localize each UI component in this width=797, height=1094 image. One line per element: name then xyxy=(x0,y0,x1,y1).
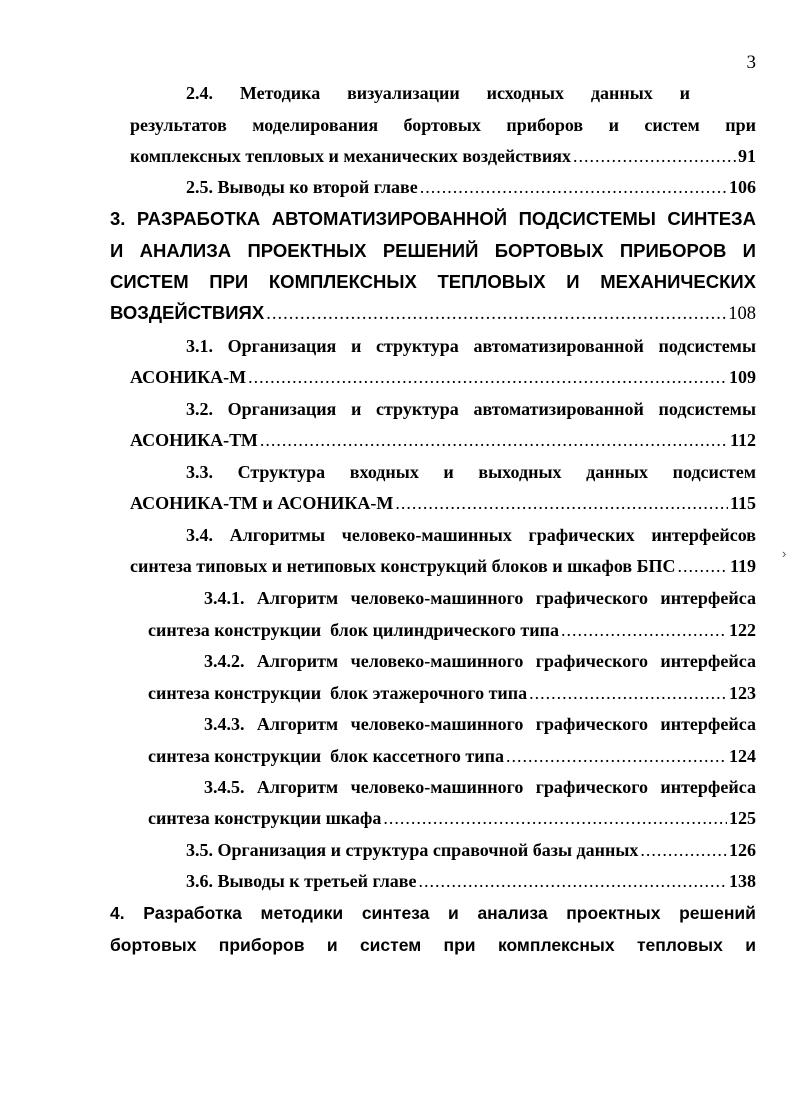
dot-leader xyxy=(640,837,727,863)
page-ref: 123 xyxy=(729,683,756,703)
toc-entry-3-4-2-line2[interactable] xyxy=(148,680,756,706)
toc-entry-3-4-2-line1 xyxy=(204,648,756,674)
toc-word: Организация xyxy=(227,399,337,419)
toc-word: структура xyxy=(376,336,459,356)
dot-leader xyxy=(383,805,727,831)
toc-word: и xyxy=(350,399,362,419)
dot-leader xyxy=(529,680,727,706)
toc-word: и xyxy=(745,935,756,955)
page-ref: 91 xyxy=(738,146,756,166)
toc-word: графического xyxy=(535,777,648,797)
dot-leader xyxy=(573,143,736,169)
page-ref: 119 xyxy=(729,556,756,576)
toc-word: и xyxy=(443,462,454,482)
toc-word: человеко-машинного xyxy=(350,714,524,734)
toc-chapter-3-line3 xyxy=(110,269,756,295)
page-ref: 126 xyxy=(729,840,756,860)
toc-word: визуализации xyxy=(347,83,460,103)
dot-leader xyxy=(419,868,727,894)
toc-word: синтеза xyxy=(361,903,430,923)
toc-word: КОМПЛЕКСНЫХ xyxy=(268,271,417,292)
toc-chapter-4-line1 xyxy=(110,900,756,926)
toc-word: ПОДСИСТЕМЫ xyxy=(518,208,656,229)
page-ref: 124 xyxy=(729,746,756,766)
toc-word: и xyxy=(448,903,459,923)
toc-chapter-3-line4[interactable] xyxy=(110,300,756,326)
toc-word: 3.4.5. xyxy=(204,777,245,797)
toc-word: анализа xyxy=(477,903,548,923)
toc-word: человеко-машинного xyxy=(350,651,524,671)
toc-word: исходных xyxy=(486,83,565,103)
toc-word: систем xyxy=(644,115,700,135)
dot-leader xyxy=(506,743,727,769)
toc-word: 3.2. xyxy=(186,399,213,419)
dot-leader xyxy=(561,617,727,643)
toc-entry-title: комплексных тепловых и механических воздействиях xyxy=(130,146,571,166)
toc-word: и xyxy=(326,935,338,955)
toc-word: приборов xyxy=(506,115,584,135)
toc-entry-2-4-line3[interactable] xyxy=(130,143,756,169)
page-ref: 112 xyxy=(729,430,756,450)
toc-word: 3. xyxy=(110,208,126,229)
toc-word: и xyxy=(679,83,690,103)
toc-entry-title: 3.5. Организация и структура справочной базы данных xyxy=(186,840,639,860)
toc-word: тепловых xyxy=(636,935,723,955)
toc-word: 3.4. xyxy=(186,525,213,545)
toc-word: СИСТЕМ xyxy=(110,271,189,292)
toc-entry-title: АСОНИКА-ТМ xyxy=(130,430,258,450)
toc-entry-3-4-5-line2[interactable] xyxy=(148,805,756,831)
toc-word: ПРОЕКТНЫХ xyxy=(247,240,367,261)
page-ref: 125 xyxy=(729,808,756,828)
toc-entry-3-4-3-line2[interactable] xyxy=(148,743,756,769)
toc-entry-3-4-1-line2[interactable] xyxy=(148,617,756,643)
toc-word: Разработка xyxy=(143,903,242,923)
page-ref: 115 xyxy=(729,493,756,513)
toc-word: результатов xyxy=(130,115,227,135)
toc-word: структура xyxy=(376,399,459,419)
toc-word: проектных xyxy=(566,903,661,923)
toc-chapter-3-line2 xyxy=(110,238,756,264)
toc-chapter-3-line1 xyxy=(110,206,756,232)
toc-word: данных xyxy=(586,462,648,482)
toc-word: 3.1. xyxy=(186,336,213,356)
toc-word: при xyxy=(443,935,476,955)
toc-word: графических xyxy=(528,525,635,545)
toc-word: СИНТЕЗА xyxy=(667,208,756,229)
toc-word: интерфейсов xyxy=(651,525,756,545)
toc-word: интерфейса xyxy=(660,777,756,797)
toc-word: подсистемы xyxy=(658,336,756,356)
toc-chapter-4-line2 xyxy=(110,932,756,958)
toc-entry-2-4-line2 xyxy=(130,112,756,138)
toc-word: Алгоритм xyxy=(256,714,339,734)
toc-word: автоматизированной xyxy=(473,399,644,419)
toc-word: подсистемы xyxy=(658,399,756,419)
toc-word: Методика xyxy=(239,83,321,103)
toc-entry-3-1-line1 xyxy=(186,333,756,359)
dot-leader xyxy=(678,553,728,579)
toc-word: Структура xyxy=(237,462,326,482)
toc-word: интерфейса xyxy=(660,714,756,734)
toc-entry-3-4-3-line1 xyxy=(204,711,756,737)
toc-word: приборов xyxy=(218,935,305,955)
toc-entry-3-2-line2[interactable] xyxy=(130,427,756,453)
toc-word: бортовых xyxy=(403,115,481,135)
toc-word: БОРТОВЫХ xyxy=(494,240,604,261)
toc-word: И xyxy=(110,240,124,261)
dot-leader xyxy=(248,364,727,390)
toc-word: выходных xyxy=(478,462,562,482)
toc-word: ПРИ xyxy=(209,271,249,292)
toc-word: человеко-машинного xyxy=(350,588,524,608)
toc-entry-title: АСОНИКА-М xyxy=(130,367,247,387)
toc-word: и xyxy=(608,115,619,135)
toc-entry-2-4-line1 xyxy=(186,80,690,106)
toc-word: 3.4.1. xyxy=(204,588,245,608)
toc-entry-title: синтеза конструкции блок цилиндрического типа xyxy=(148,620,559,640)
toc-entry-2-5[interactable] xyxy=(186,174,756,200)
toc-entry-3-4-1-line1 xyxy=(204,585,756,611)
toc-entry-3-5[interactable] xyxy=(186,837,756,863)
toc-word: при xyxy=(725,115,756,135)
scan-mark: › xyxy=(782,546,787,561)
toc-entry-title: 2.5. Выводы ко второй главе xyxy=(186,177,418,197)
toc-word: АНАЛИЗА xyxy=(139,240,232,261)
toc-word: И xyxy=(742,240,756,261)
dot-leader xyxy=(420,174,727,200)
toc-word: Алгоритмы xyxy=(229,525,326,545)
page-ref: 138 xyxy=(729,871,756,891)
toc-word: автоматизированной xyxy=(473,336,644,356)
toc-entry-3-3-line2[interactable] xyxy=(130,490,756,516)
toc-entry-3-4-line2[interactable] xyxy=(130,553,756,579)
toc-word: 3.4.3. xyxy=(204,714,245,734)
toc-word: систем xyxy=(359,935,422,955)
toc-word: МЕХАНИЧЕСКИХ xyxy=(600,271,756,292)
toc-entry-3-3-line1 xyxy=(186,459,756,485)
page-ref: 122 xyxy=(729,620,756,640)
toc-word: входных xyxy=(349,462,419,482)
toc-word: И xyxy=(566,271,580,292)
toc-word: и xyxy=(350,336,362,356)
toc-word: моделирования xyxy=(252,115,379,135)
toc-entry-title: синтеза конструкции блок кассетного типа xyxy=(148,746,504,766)
toc-word: графического xyxy=(535,588,648,608)
toc-word: графического xyxy=(535,651,648,671)
toc-entry-3-1-line2[interactable] xyxy=(130,364,756,390)
page-number: 3 xyxy=(746,52,756,73)
toc-word: интерфейса xyxy=(660,588,756,608)
toc-word: бортовых xyxy=(110,935,197,955)
toc-word: интерфейса xyxy=(660,651,756,671)
toc-word: ТЕПЛОВЫХ xyxy=(437,271,546,292)
toc-word: Алгоритм xyxy=(256,777,339,797)
page-ref: 106 xyxy=(729,177,756,197)
page-ref: 109 xyxy=(729,367,756,387)
toc-entry-title: синтеза типовых и нетиповых конструкций блоков и шкафов БПС xyxy=(130,556,676,576)
toc-word: Алгоритм xyxy=(256,588,339,608)
toc-word: Организация xyxy=(227,336,337,356)
dot-leader xyxy=(395,490,728,516)
toc-word: ПРИБОРОВ xyxy=(619,240,727,261)
page-ref: 108 xyxy=(728,304,756,324)
toc-word: 2.4. xyxy=(186,83,213,103)
toc-word: данных xyxy=(590,83,653,103)
toc-word: РАЗРАБОТКА xyxy=(136,208,261,229)
toc-word: решений xyxy=(679,903,756,923)
toc-entry-title: синтеза конструкции шкафа xyxy=(148,808,382,828)
toc-word: 4. xyxy=(110,903,125,923)
toc-word: РЕШЕНИЙ xyxy=(382,240,479,261)
toc-word: комплексных xyxy=(497,935,615,955)
toc-word: человеко-машинного xyxy=(350,777,524,797)
toc-word: 3.4.2. xyxy=(204,651,245,671)
toc-word: АВТОМАТИЗИРОВАННОЙ xyxy=(271,208,508,229)
toc-entry-title: 3.6. Выводы к третьей главе xyxy=(186,871,417,891)
dot-leader xyxy=(260,427,728,453)
toc-word: графического xyxy=(535,714,648,734)
toc-entry-3-4-line1 xyxy=(186,522,756,548)
dot-leader xyxy=(266,301,726,327)
toc-word: методики xyxy=(260,903,344,923)
toc-entry-title: АСОНИКА-ТМ и АСОНИКА-М xyxy=(130,493,394,513)
toc-word: человеко-машинных xyxy=(341,525,512,545)
toc-entry-title: ВОЗДЕЙСТВИЯХ xyxy=(110,302,265,323)
toc-entry-title: синтеза конструкции блок этажерочного типа xyxy=(148,683,528,703)
toc-word: 3.3. xyxy=(186,462,213,482)
toc-word: подсистем xyxy=(672,462,756,482)
toc-word: Алгоритм xyxy=(256,651,339,671)
toc-entry-3-6[interactable] xyxy=(186,868,756,894)
toc-entry-3-2-line1 xyxy=(186,396,756,422)
toc-entry-3-4-5-line1 xyxy=(204,774,756,800)
